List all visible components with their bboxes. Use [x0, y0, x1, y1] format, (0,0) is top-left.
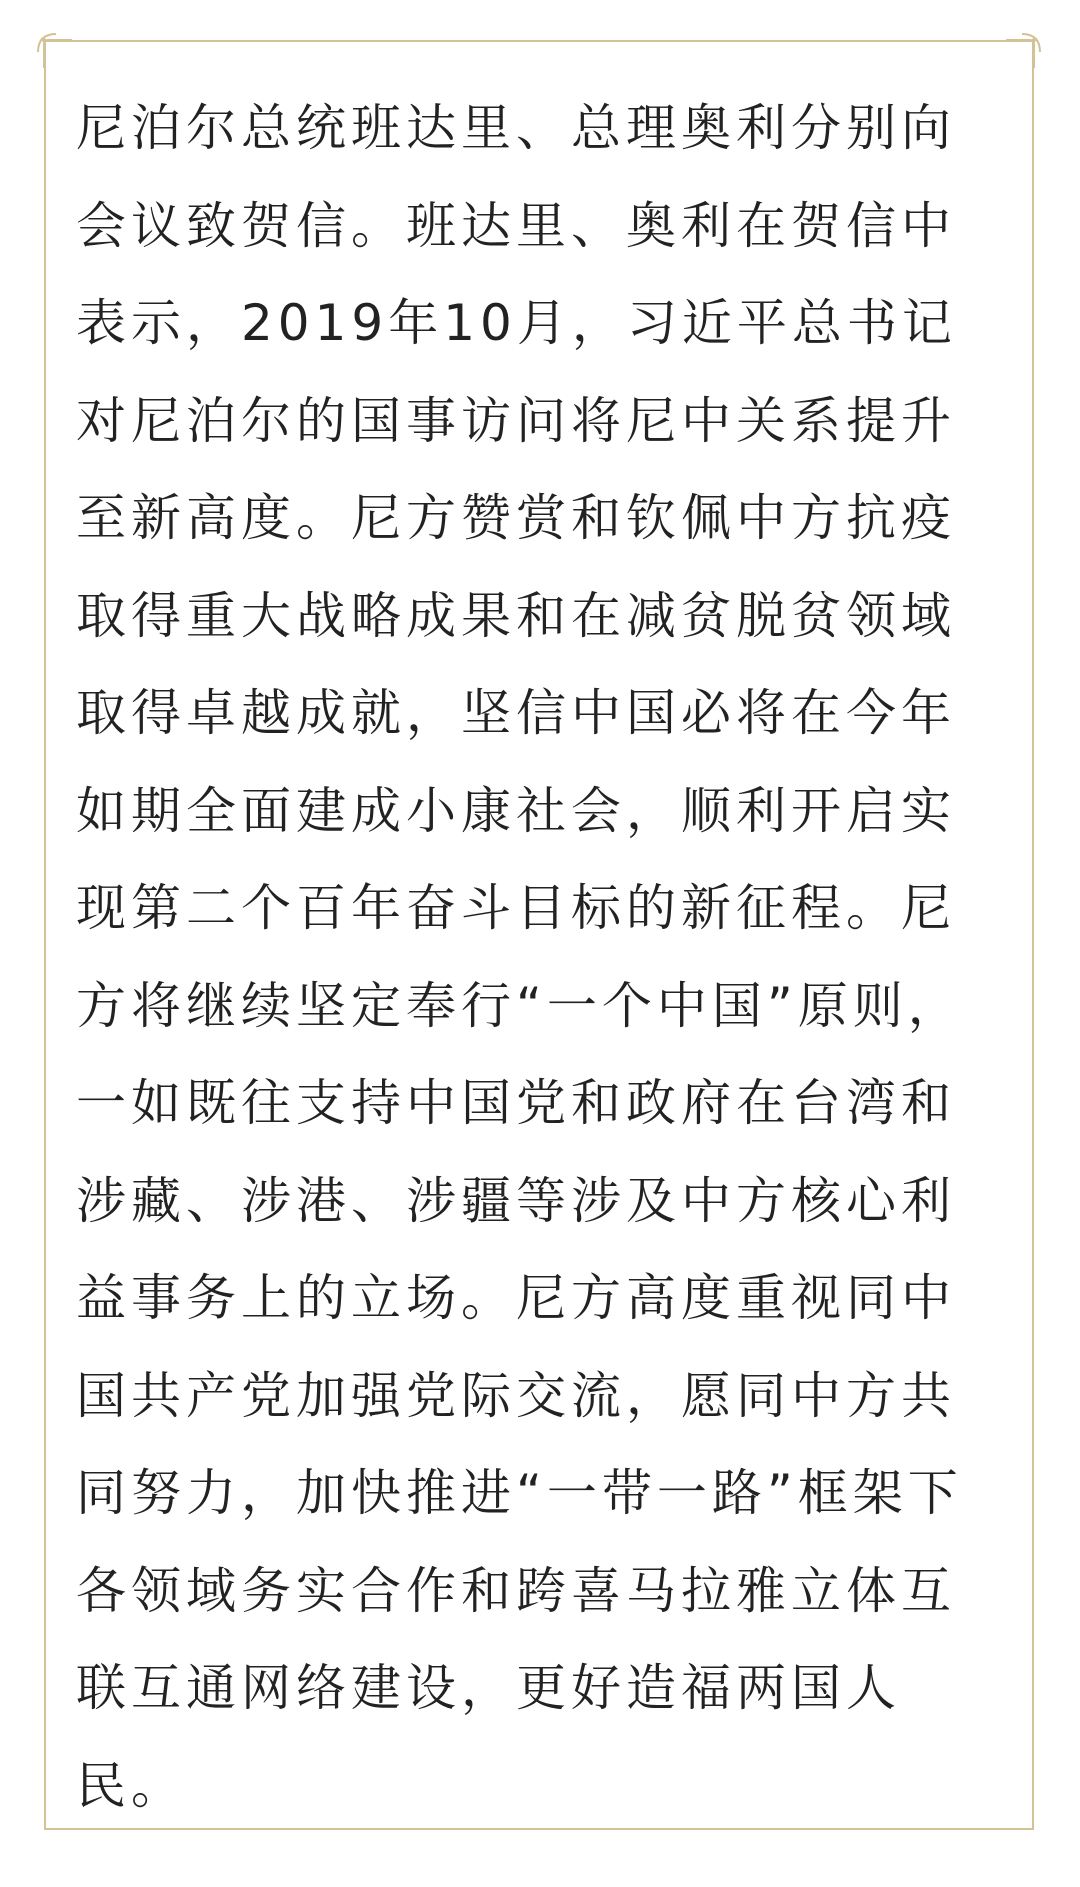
- text-line: 联互通网络建设，更好造福两国人: [76, 1659, 901, 1717]
- text-line: 方将继续坚定奉行“一个中国”原则，: [76, 976, 963, 1035]
- text-line: 对尼泊尔的国事访问将尼中关系提升: [76, 391, 956, 450]
- text-line: 会议致贺信。班达里、奥利在贺信中: [76, 196, 956, 255]
- text-line: 至新高度。尼方赞赏和钦佩中方抗疫: [76, 489, 956, 547]
- text-line: 各领域务实合作和跨喜马拉雅立体互: [76, 1561, 956, 1620]
- text-line: 同努力，加快推进“一带一路”框架下: [76, 1464, 963, 1522]
- text-line: 益事务上的立场。尼方高度重视同中: [76, 1269, 956, 1327]
- text-line: 尼泊尔总统班达里、总理奥利分别向: [76, 99, 956, 157]
- text-line: 民。: [76, 1756, 186, 1815]
- text-line: 涉藏、涉港、涉疆等涉及中方核心利: [76, 1171, 956, 1230]
- text-line: 现第二个百年奋斗目标的新征程。尼: [76, 879, 956, 937]
- text-line: 表示，2019年10月，习近平总书记: [76, 294, 957, 352]
- article-paragraph: [76, 80, 1006, 1835]
- text-line: 取得重大战略成果和在减贫脱贫领域: [76, 586, 956, 645]
- text-line: 国共产党加强党际交流，愿同中方共: [76, 1366, 956, 1425]
- text-line: 一如既往支持中国党和政府在台湾和: [76, 1074, 956, 1132]
- text-line: 取得卓越成就，坚信中国必将在今年: [76, 684, 956, 742]
- text-line: 如期全面建成小康社会，顺利开启实: [76, 781, 956, 840]
